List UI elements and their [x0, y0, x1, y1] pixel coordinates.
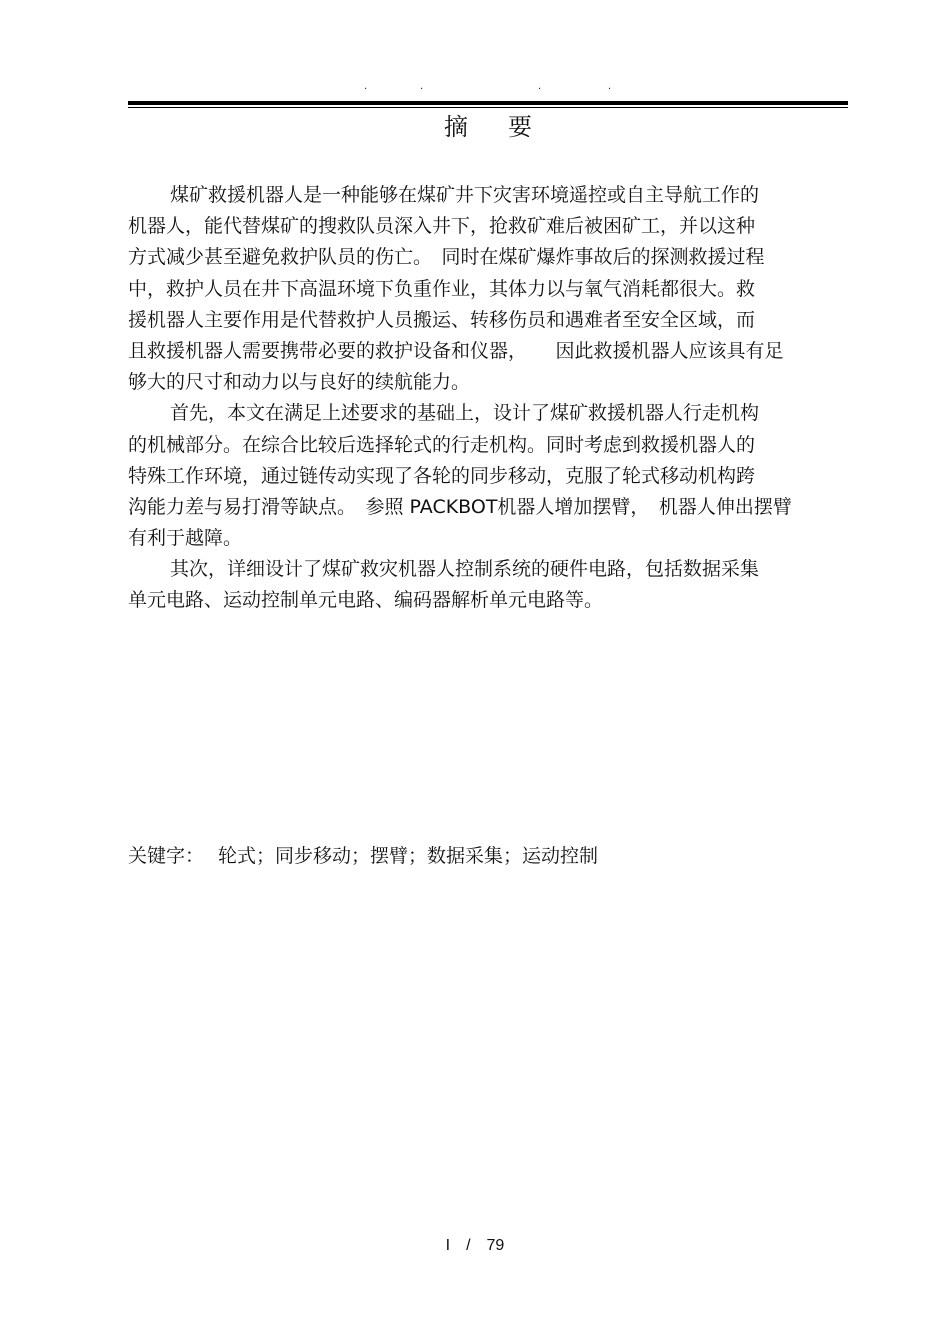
paragraph-3	[128, 554, 848, 616]
text-line: 首先，本文在满足上述要求的基础上，设计了煤矿救援机器人行走机构	[170, 402, 760, 425]
text-line: 其次，详细设计了煤矿救灾机器人控制系统的硬件电路，包括数据采集	[170, 558, 760, 581]
text-line: 且救援机器人需要携带必要的救护设备和仪器， 因此救援机器人应该具有足	[128, 339, 784, 362]
paragraph-1	[128, 180, 848, 398]
header-dot: .	[538, 81, 542, 92]
abstract-body	[128, 180, 848, 617]
text-line: 机器人，能代替煤矿的搜救队员深入井下，抢救矿难后被困矿工，并以这种	[128, 215, 756, 238]
keywords	[128, 842, 848, 870]
header-rule	[128, 101, 848, 105]
header-dot: .	[420, 81, 424, 92]
header-dot: .	[608, 81, 612, 92]
header-rule-thin	[128, 107, 848, 108]
text-line: 特殊工作环境，通过链传动实现了各轮的同步移动，克服了轮式移动机构跨	[128, 464, 756, 487]
text-line: 单元电路、运动控制单元电路、编码器解析单元电路等。	[128, 589, 604, 612]
text-line: 煤矿救援机器人是一种能够在煤矿井下灾害环境遥控或自主导航工作的	[170, 184, 760, 206]
header-dot: .	[364, 81, 368, 92]
paragraph-2	[128, 398, 848, 554]
text-line: 沟能力差与易打滑等缺点。 参照 PACKBOT机器人增加摆臂， 机器人伸出摆臂	[128, 495, 792, 518]
text-line: 的机械部分。在综合比较后选择轮式的行走机构。同时考虑到救援机器人的	[128, 433, 756, 456]
text-line: 援机器人主要作用是代替救护人员搬运、转移伤员和遇难者至安全区域，而	[128, 308, 756, 331]
keywords-value: 轮式；同步移动；摆臂；数据采集；运动控制	[218, 845, 599, 867]
keywords-label: 关键字：	[128, 845, 205, 867]
text-line: 够大的尺寸和动力以与良好的续航能力。	[128, 371, 471, 394]
text-line: 有利于越障。	[128, 527, 243, 550]
page-number: I / 79	[445, 1237, 505, 1254]
text-line: 中，救护人员在井下高温环境下负重作业，其体力以与氧气消耗都很大。救	[128, 277, 756, 300]
header-dots	[128, 80, 848, 94]
text-line: 方式减少甚至避免救护队员的伤亡。 同时在煤矿爆炸事故后的探测救援过程	[128, 246, 765, 269]
page-title: 摘要	[444, 113, 572, 141]
